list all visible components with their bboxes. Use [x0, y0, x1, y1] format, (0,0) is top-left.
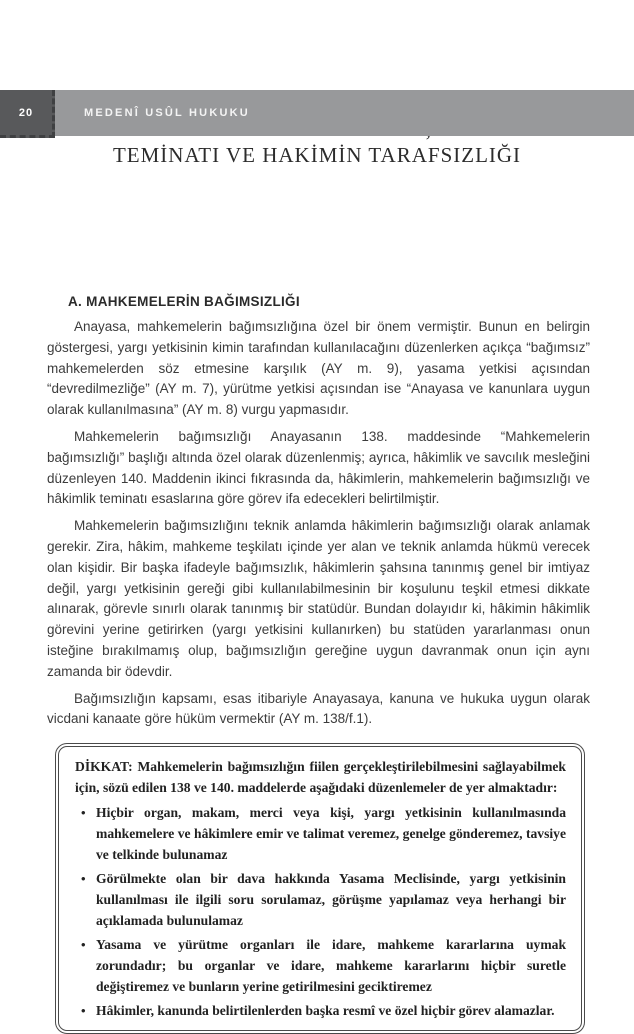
attention-box	[55, 743, 585, 1034]
page-number: 20	[0, 90, 55, 138]
running-header	[0, 90, 634, 136]
body-paragraph: Bağımsızlığın kapsamı, esas itibariyle Anayasaya, kanuna ve hukuka uygun olarak vicdani kanaate göre hüküm vermektir (AY m. 138/f.1).	[47, 690, 590, 727]
body-paragraph: Mahkemelerin bağımsızlığını teknik anlamda hâkimlerin bağımsızlığı olarak anlamak gerekir. Zira, hâkim, mahkeme teşkilatı içinde yer alan ve teknik anlamda hükmü verecek olan kişidir. Bir başka ifadeyle bağımsızlık, hâkimlerin şahsına tanınmış genel bir imtiyaz değil, yargı yetkisinin gereği gibi kullanılabilmesinin bir koşulunu teşkil etmesi dikkate alınarak, görevle sınırlı olarak tanınmış bir statüdür. Bundan dolayıdır ki, hâkimin hâkimlik görevini yerine getirirken (yargı yetkisini kullanırken) bu statüden yararlanması onun isteğine bırakılmamış olup, bağımsızlığın gereğine uygun davranmak onun için aynı zamanda bir ödevdir.	[47, 518, 590, 679]
attention-list	[75, 802, 566, 1021]
body-paragraph: Mahkemelerin bağımsızlığı Anayasanın 138. maddesinde “Mahkemelerin bağımsızlığı” başlığı altında özel olarak düzenlenmiş; ayrıca, hâkimlik ve savcılık mesleğini düzenleyen 140. Maddenin ikinci fıkrasında da, hâkimlerin, mahkemelerin bağımsızlığı ve hâkimlik teminatı esaslarına göre görev ifa edecekleri belirtilmiştir.	[47, 428, 590, 507]
attention-bullet: • Görülmekte olan bir dava hakkında Yasama Meclisinde, yargı yetkisinin kullanılması ile ilgili soru sorulamaz, görüşme yapılamaz veya herhangi bir açıklamada bulunulamaz	[81, 868, 566, 931]
attention-bullet: • Yasama ve yürütme organları ile idare, mahkeme kararlarına uymak zorundadır; bu organlar ve idare, mahkeme kararlarını hiçbir suretle değiştiremez ve bunların yerine getirilmesini geciktiremez	[81, 934, 566, 997]
attention-bullet: • Hâkimler, kanunda belirtilenlerden başka resmî ve özel hiçbir görev alamazlar.	[81, 1000, 566, 1021]
part-title-line3: TEMİNATI VE HAKİMİN TARAFSIZLIĞI	[112, 143, 522, 167]
book-page	[0, 90, 634, 1019]
body-paragraph: Anayasa, mahkemelerin bağımsızlığına özel bir önem vermiştir. Bunun en belirgin göstergesi, yargı yetkisinin kimin tarafından kullanılacağını düzenlerken açıkça “bağımsız” mahkemelerden söz etmesine karşılık (AY m. 9), yasama yetkisi açısından “devredilmezliğe” (AY m. 7), yürütme yetkisi açısından ise “Anayasa ve kanunlara uygun olarak kullanılmasına” (AY m. 8) vurgu yapmasıdır.	[47, 319, 590, 418]
running-title: MEDENÎ USÛL HUKUKU	[84, 107, 250, 119]
attention-bullet: • Hiçbir organ, makam, merci veya kişi, yargı yetkisinin kullanılmasında mahkemelere ve hâkimlere emir ve talimat veremez, genelge gönderemez, tavsiye ve telkinde bulunamaz	[81, 802, 566, 865]
section-heading: A. MAHKEMELERİN BAĞIMSIZLIĞI	[68, 294, 300, 309]
attention-intro: DİKKAT: Mahkemelerin bağımsızlığın fiilen gerçekleştirilebilmesini sağlayabilmek için, sözü edilen 138 ve 140. maddelerde aşağıdaki düzenlemeler de yer almaktadır:	[75, 759, 566, 796]
page-content	[47, 294, 590, 1034]
